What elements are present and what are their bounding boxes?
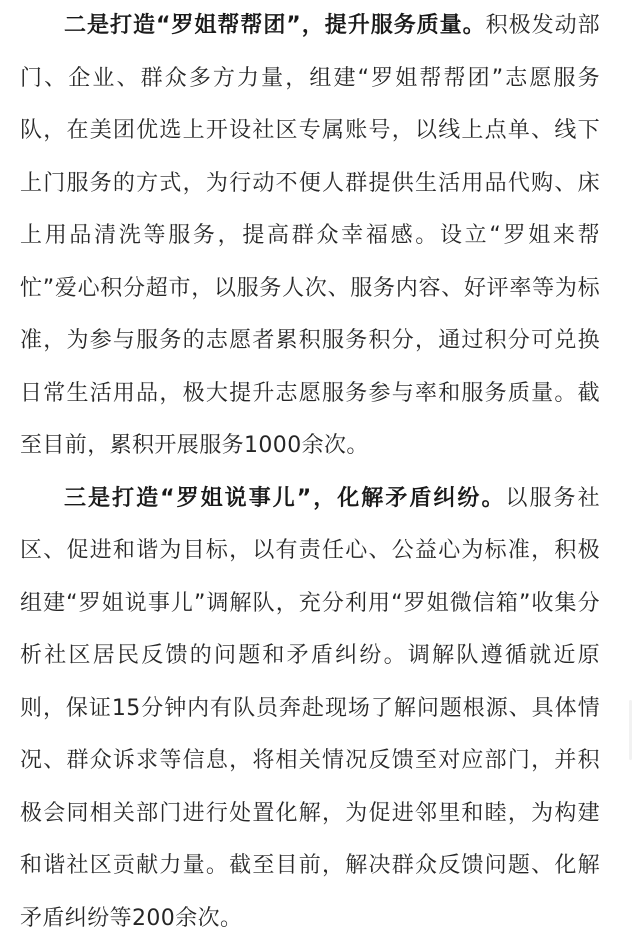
paragraph-3-lead: 三是打造“罗姐说事儿”，化解矛盾纠纷。 — [64, 486, 506, 511]
paragraph-2-lead: 二是打造“罗姐帮帮团”，提升服务质量。 — [64, 13, 486, 38]
paragraph-2 — [20, 0, 600, 473]
paragraph-3-body: 以服务社区、促进和谐为目标，以有责任心、公益心为标准，积极组建“罗姐说事儿”调解队，充分利用“罗姐微信箱”收集分析社区居民反馈的问题和矛盾纠纷。调解队遵循就近原则，保证15分钟内有队员奔赴现场了解问题根源、具体情况、群众诉求等信息，将相关情况反馈至对应部门，并积极会同相关部门进行处置化解，为促进邻里和睦，为构建和谐社区贡献力量。截至目前，解决群众反馈问题、化解矛盾纠纷等200余次。 — [20, 486, 600, 931]
paragraph-3 — [20, 473, 600, 945]
paragraph-2-body: 积极发动部门、企业、群众多方力量，组建“罗姐帮帮团”志愿服务队，在美团优选上开设社区专属账号，以线上点单、线下上门服务的方式，为行动不便人群提供生活用品代购、床上用品清洗等服务，提高群众幸福感。设立“罗姐来帮忙”爱心积分超市，以服务人次、服务内容、好评率等为标准，为参与服务的志愿者累积服务积分，通过积分可兑换日常生活用品，极大提升志愿服务参与率和服务质量。截至目前，累积开展服务1000余次。 — [20, 13, 600, 458]
scrollbar[interactable] — [629, 700, 632, 760]
article-body — [20, 0, 600, 945]
